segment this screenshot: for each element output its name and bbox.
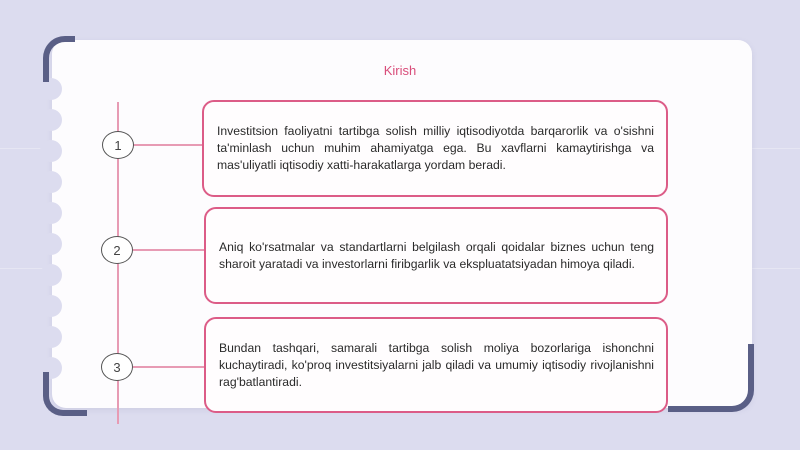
step-number-badge: 3 <box>101 353 133 381</box>
binder-hole <box>40 140 62 162</box>
timeline-item-box <box>202 100 668 197</box>
binder-hole <box>40 264 62 286</box>
step-number-badge: 2 <box>101 236 133 264</box>
binder-hole <box>40 326 62 348</box>
timeline-item-text: Aniq ko'rsatmalar va standartlarni belgilash orqali qoidalar biznes uchun teng sharoit yaratadi va investorlarni firibgarlik va ekspluatatsiyadan himoya qiladi. <box>219 239 654 271</box>
timeline-item-box <box>204 317 668 413</box>
timeline-connector <box>133 249 205 251</box>
binder-hole <box>40 295 62 317</box>
timeline-connector <box>133 144 203 146</box>
binder-hole <box>40 202 62 224</box>
binder-hole <box>40 233 62 255</box>
timeline-item-box <box>204 207 668 304</box>
timeline-item-text: Investitsion faoliyatni tartibga solish milliy iqtisodiyotda barqarorlik va o'sishni ta'minlash uchun muhim ahamiyatga ega. Bu xavflarni kamaytirishga va mas'uliyatli iqtisodiy xatti-harakatlarga yordam beradi. <box>217 124 654 172</box>
binder-hole <box>40 171 62 193</box>
corner-bracket-bottom-right <box>668 344 754 412</box>
slide-title: Kirish <box>383 63 417 78</box>
timeline-item-text: Bundan tashqari, samarali tartibga solish moliya bozorlariga ishonchni kuchaytiradi, ko'proq investitsiyalarni jalb qiladi va umumiy iqtisodiy rivojlanishni rag'batlantiradi. <box>219 340 654 389</box>
timeline-connector <box>133 366 205 368</box>
binder-hole <box>40 109 62 131</box>
corner-bracket-bottom-left <box>43 372 87 416</box>
step-number-badge: 1 <box>102 131 134 159</box>
